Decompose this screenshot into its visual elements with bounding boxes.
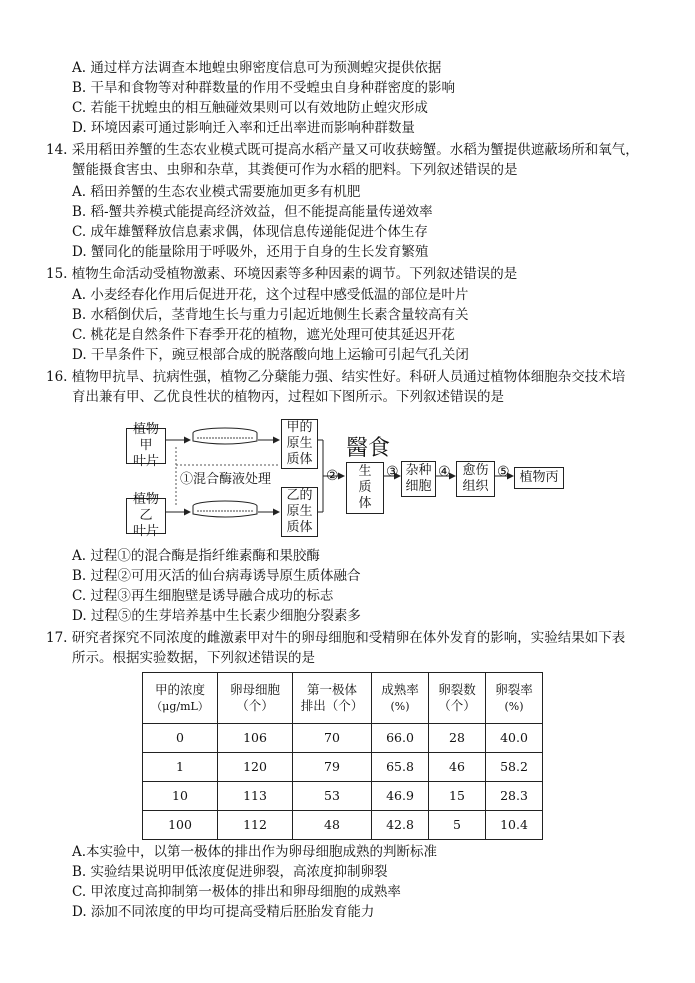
table-cell: 15 — [429, 782, 486, 811]
protoplast-line-1: 生 — [358, 464, 372, 479]
diagram-step-3: ③ — [386, 464, 399, 480]
table-cell: 28 — [429, 724, 486, 753]
header-cleavage-rate-line-1: 卵裂率 — [495, 681, 533, 697]
diagram-protoplast-box — [346, 462, 384, 514]
q14-option-d: D. 蟹同化的能量除用于呼吸外，还用于自身的生长发育繁殖 — [72, 244, 429, 260]
table-cell: 40.0 — [486, 724, 543, 753]
table-cell: 1 — [143, 753, 218, 782]
q17-stem-line-2: 所示。根据实验数据，下列叙述错误的是 — [72, 650, 315, 666]
proto-b-line-1: 乙的 — [286, 488, 313, 503]
table-row — [143, 782, 543, 811]
table-cell: 42.8 — [372, 811, 429, 840]
q14-option-a: A. 稻田养蟹的生态农业模式需要施加更多有机肥 — [72, 184, 361, 200]
header-polar-body-line-1: 第一极体 — [306, 682, 357, 697]
header-polar-body — [293, 673, 372, 724]
q15-stem: 15. 植物生命活动受植物激素、环境因素等多种因素的调节。下列叙述错误的是 — [46, 266, 518, 282]
proto-b-line-3: 质体 — [286, 520, 313, 535]
q15-option-b: B. 水稻倒伏后，茎背地生长与重力引起近地侧生长素含量较高有关 — [72, 307, 469, 323]
q17-option-b: B. 实验结果说明甲低浓度促进卵裂，高浓度抑制卵裂 — [72, 864, 388, 880]
table-cell: 10.4 — [486, 811, 543, 840]
table-cell: 28.3 — [486, 782, 543, 811]
q13-option-d: D. 环境因素可通过影响迁入率和迁出率进而影响种群数量 — [72, 120, 415, 136]
results-table — [142, 672, 543, 840]
q14-option-b: B. 稻-蟹共养模式能提高经济效益，但不能提高能量传递效率 — [72, 204, 433, 220]
header-oocytes-line-1: 卵母细胞 — [229, 682, 280, 697]
q13-option-c: C. 若能干扰蝗虫的相互触碰效果则可以有效地防止蝗灾形成 — [72, 100, 428, 116]
q13-option-a: A. 通过样方法调查本地蝗虫卵密度信息可为预测蝗灾提供依据 — [72, 60, 442, 76]
diagram-step-5: ⑤ — [497, 464, 510, 480]
table-cell: 120 — [218, 753, 293, 782]
q16-stem-line-2: 育出兼有甲、乙优良性状的植物丙，过程如下图所示。下列叙述错误的是 — [72, 389, 504, 405]
table-row — [143, 811, 543, 840]
petri-dish-bottom-icon — [193, 501, 257, 517]
header-concentration-line-2: （μg/mL） — [151, 699, 209, 713]
leaf-b-line-1: 植物乙 — [132, 492, 159, 523]
header-concentration-line-1: 甲的浓度 — [154, 681, 205, 697]
table-cell: 113 — [218, 782, 293, 811]
header-cleavage-count-line-1: 卵裂数 — [438, 682, 476, 697]
table-cell: 66.0 — [372, 724, 429, 753]
table-cell: 0 — [143, 724, 218, 753]
table-cell: 112 — [218, 811, 293, 840]
plant-c-label: 植物丙 — [519, 470, 559, 485]
header-maturation-rate-line-1: 成熟率 — [381, 681, 419, 697]
table-cell: 65.8 — [372, 753, 429, 782]
q16-option-b: B. 过程②可用灭活的仙台病毒诱导原生质体融合 — [72, 568, 361, 584]
diagram-plant-c-box — [514, 467, 564, 489]
header-concentration — [143, 673, 218, 724]
proto-a-line-2: 原生 — [286, 436, 313, 451]
q16-option-d: D. 过程⑤的生芽培养基中生长素少细胞分裂素多 — [72, 608, 361, 624]
diagram-hybrid-box — [401, 461, 436, 497]
q15-option-a: A. 小麦经春化作用后促进开花，这个过程中感受低温的部位是叶片 — [72, 287, 469, 303]
q15-option-d: D. 干旱条件下，豌豆根部合成的脱落酸向地上运输可引起气孔关闭 — [72, 347, 469, 363]
header-oocytes-line-2: （个） — [236, 698, 274, 713]
table-cell: 100 — [143, 811, 218, 840]
protoplast-line-2: 质 — [358, 480, 372, 495]
leaf-b-line-2: 叶片 — [132, 524, 159, 539]
hybrid-line-2: 细胞 — [405, 479, 432, 494]
proto-a-line-1: 甲的 — [286, 420, 313, 435]
diagram-enzyme-label: ①混合酶液处理 — [180, 472, 272, 487]
header-oocytes — [218, 673, 293, 724]
q13-option-b: B. 干旱和食物等对种群数量的作用不受蝗虫自身种群密度的影响 — [72, 80, 456, 96]
protoplast-line-3: 体 — [358, 496, 372, 511]
table-cell: 46.9 — [372, 782, 429, 811]
table-cell: 48 — [293, 811, 372, 840]
table-cell: 106 — [218, 724, 293, 753]
q16-option-c: C. 过程③再生细胞壁是诱导融合成功的标志 — [72, 588, 334, 604]
q14-stem-line-2: 蟹能摄食害虫、虫卵和杂草，其粪便可作为水稻的肥料。下列叙述错误的是 — [72, 162, 518, 178]
header-maturation-rate — [372, 673, 429, 724]
table-cell: 79 — [293, 753, 372, 782]
table-cell: 58.2 — [486, 753, 543, 782]
q16-option-a: A. 过程①的混合酶是指纤维素酶和果胶酶 — [72, 548, 320, 564]
q16-stem-line-1: 16. 植物甲抗旱、抗病性强，植物乙分蘖能力强、结实性好。科研人员通过植物体细胞杂交技术培 — [46, 369, 626, 385]
q17-option-a: A.本实验中，以第一极体的排出作为卵母细胞成熟的判断标准 — [72, 844, 438, 860]
diagram-step-4: ④ — [438, 464, 451, 480]
header-maturation-rate-line-2: (%) — [390, 699, 410, 713]
table-row — [143, 753, 543, 782]
table-cell: 70 — [293, 724, 372, 753]
q14-stem-line-1: 14. 采用稻田养蟹的生态农业模式既可提高水稻产量又可收获螃蟹。水稻为蟹提供遮蔽场所和氧气， — [46, 142, 639, 158]
header-cleavage-count-line-2: （个） — [438, 698, 476, 713]
table-cell: 5 — [429, 811, 486, 840]
diagram-callus-box — [456, 461, 495, 497]
table-row — [143, 724, 543, 753]
leaf-a-line-1: 植物甲 — [132, 422, 159, 453]
header-cleavage-rate — [486, 673, 543, 724]
diagram-proto-b-box — [281, 487, 318, 537]
header-polar-body-line-2: 排出（个） — [300, 698, 364, 713]
q15-option-c: C. 桃花是自然条件下春季开花的植物，遮光处理可使其延迟开花 — [72, 327, 455, 343]
hybrid-line-1: 杂种 — [405, 463, 432, 478]
diagram-step-2: ② — [326, 468, 339, 484]
table-cell: 53 — [293, 782, 372, 811]
header-cleavage-rate-line-2: (%) — [504, 699, 524, 713]
q14-option-c: C. 成年雄蟹释放信息素求偶，体现信息传递能促进个体生存 — [72, 224, 428, 240]
diagram-handwriting: 醫食 — [346, 436, 391, 461]
q17-stem-line-1: 17. 研究者探究不同浓度的雌激素甲对牛的卵母细胞和受精卵在体外发育的影响，实验结果如下表 — [46, 630, 626, 646]
q17-option-d: D. 添加不同浓度的甲均可提高受精后胚胎发育能力 — [72, 904, 375, 920]
leaf-a-line-2: 叶片 — [132, 454, 159, 469]
callus-line-2: 组织 — [462, 479, 489, 494]
diagram-leaf-b-box — [126, 492, 166, 539]
callus-line-1: 愈伤 — [462, 463, 489, 478]
proto-b-line-2: 原生 — [286, 504, 313, 519]
proto-a-line-3: 质体 — [286, 452, 313, 467]
diagram-leaf-a-box — [126, 422, 166, 469]
table-header-row — [143, 673, 543, 724]
diagram-proto-a-box — [281, 419, 318, 469]
q17-option-c: C. 甲浓度过高抑制第一极体的排出和卵母细胞的成熟率 — [72, 884, 401, 900]
petri-dish-top-icon — [193, 428, 257, 444]
header-cleavage-count — [429, 673, 486, 724]
table-cell: 46 — [429, 753, 486, 782]
table-cell: 10 — [143, 782, 218, 811]
